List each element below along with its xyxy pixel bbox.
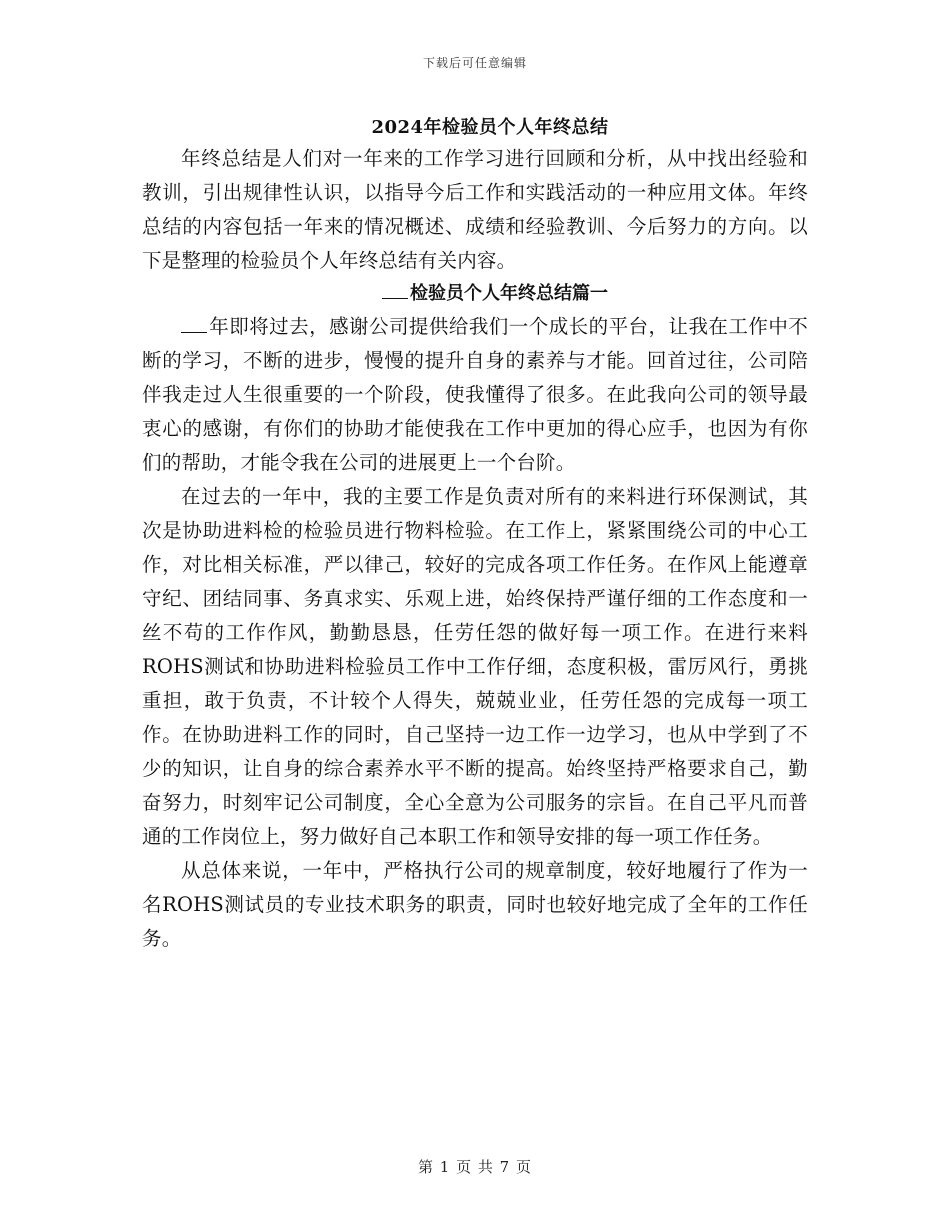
blank-underline — [382, 282, 408, 299]
blank-underline — [181, 316, 207, 333]
body-paragraph-2: 在过去的一年中，我的主要工作是负责对所有的来料进行环保测试，其次是协助进料检的检验员进行物料检验。在工作上，紧紧围绕公司的中心工作，对比相关标准，严以律己，较好的完成各项工作任务。在作风上能遵章守纪、团结同事、务真求实、乐观上进，始终保持严谨仔细的工作态度和一丝不苟的工作作风，勤勤恳恳，任劳任怨的做好每一项工作。在进行来料ROHS测试和协助进料检验员工作中工作仔细，态度积极，雷厉风行，勇挑重担，敢于负责，不计较个人得失，兢兢业业，任劳任怨的完成每一项工作。在协助进料工作的同时，自己坚持一边工作一边学习，也从中学到了不少的知识，让自身的综合素养水平不断的提高。始终坚持严格要求自己，勤奋努力，时刻牢记公司制度，全心全意为公司服务的宗旨。在自己平凡而普通的工作岗位上，努力做好自己本职工作和领导安排的每一项工作任务。 — [142, 485, 808, 848]
section-heading — [142, 280, 808, 308]
page-number: 第 1 页 共 7 页 — [418, 1158, 532, 1176]
body-paragraph-3: 从总体来说，一年中，严格执行公司的规章制度，较好地履行了作为一名ROHS测试员的专业技术职务的职责，同时也较好地完成了全年的工作任务。 — [142, 859, 808, 950]
section-heading-text: 检验员个人年终总结篇一 — [410, 283, 608, 304]
page-header-note: 下载后可任意编辑 — [422, 56, 527, 70]
document-title: 2024年检验员个人年终总结 — [371, 117, 609, 138]
body-paragraph-1 — [142, 310, 808, 480]
body-paragraph-1-text: 年即将过去，感谢公司提供给我们一个成长的平台，让我在工作中不断的学习，不断的进步，慢慢的提升自身的素养与才能。回首过往，公司陪伴我走过人生很重要的一个阶段，使我懂得了很多。在此我向公司的领导最衷心的感谢，有你们的协助才能使我在工作中更加的得心应手，也因为有你们的帮助，才能令我在公司的进展更上一个台阶。 — [142, 315, 808, 474]
intro-paragraph: 年终总结是人们对一年来的工作学习进行回顾和分析，从中找出经验和教训，引出规律性认识，以指导今后工作和实践活动的一种应用文体。年终总结的内容包括一年来的情况概述、成绩和经验教训、今后努力的方向。以下是整理的检验员个人年终总结有关内容。 — [142, 147, 808, 272]
document-body — [142, 114, 808, 956]
